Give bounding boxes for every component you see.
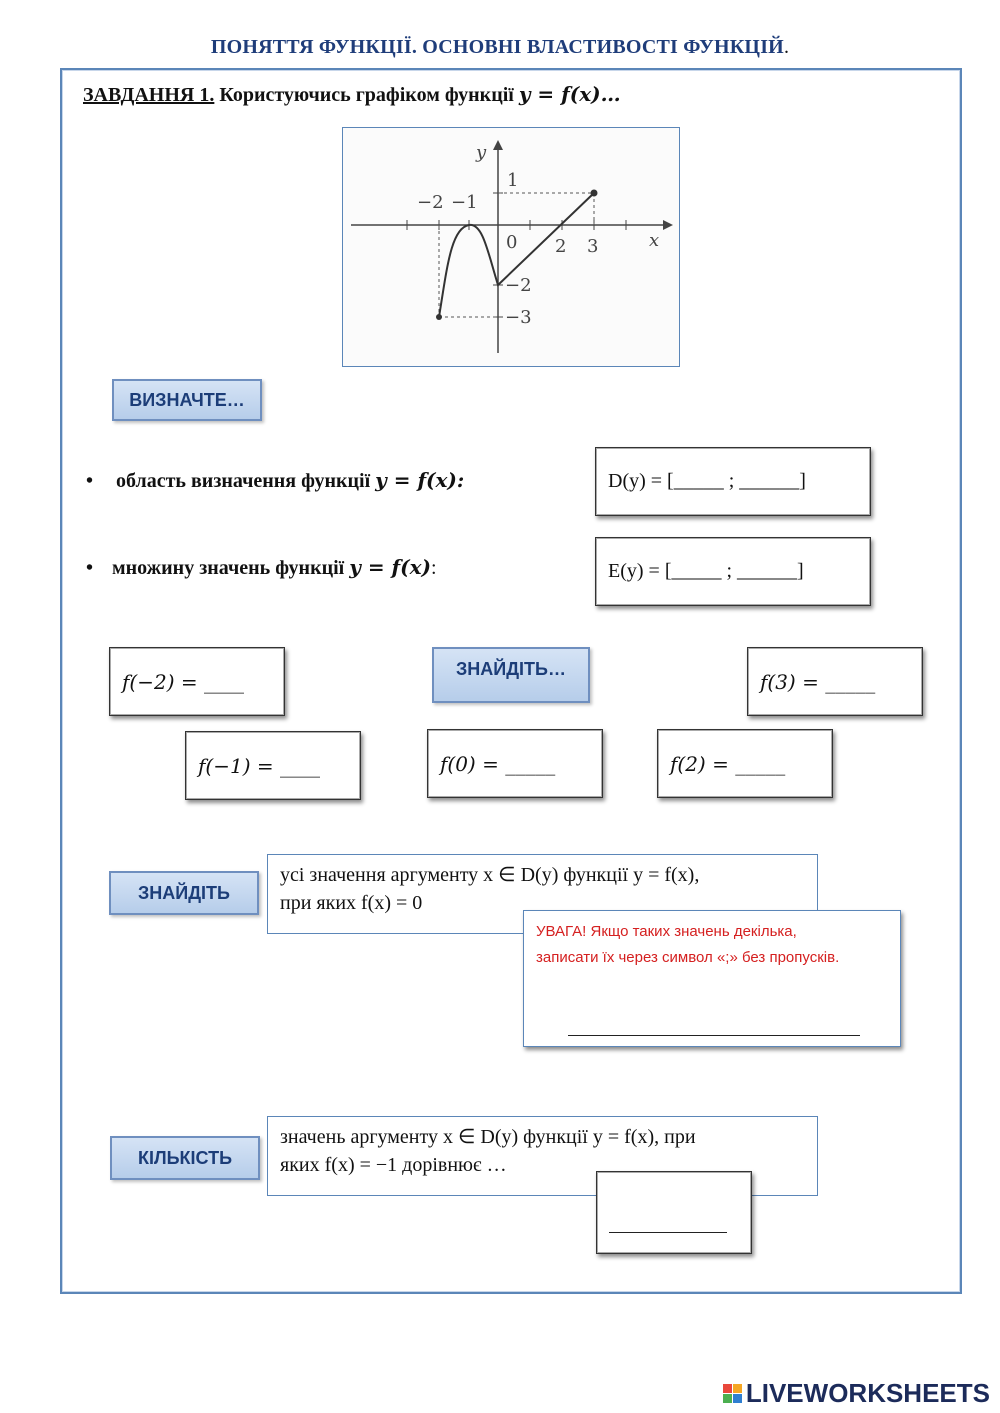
tick-label-zero: 0 bbox=[506, 232, 518, 253]
tick-label-y1: 1 bbox=[507, 170, 519, 191]
f-3-answer-box[interactable]: f(3) = _____ bbox=[747, 647, 923, 716]
tick-label-minus1: −1 bbox=[451, 192, 478, 213]
count-answer-box[interactable] bbox=[596, 1171, 752, 1254]
define-button: ВИЗНАЧТЕ… bbox=[112, 379, 262, 421]
find-button: ЗНАЙДІТЬ… bbox=[432, 647, 590, 703]
task-label: ЗАВДАННЯ 1. bbox=[83, 84, 215, 106]
tick-label-yminus3: −3 bbox=[505, 307, 532, 328]
tick-label-3: 3 bbox=[587, 236, 599, 257]
bullet-range: • множину значень функції y = f(x): bbox=[86, 555, 437, 579]
page-title: ПОНЯТТЯ ФУНКЦІЇ. ОСНОВНІ ВЛАСТИВОСТІ ФУНКЦІЙ. bbox=[210, 36, 790, 58]
find-zeros-button: ЗНАЙДІТЬ bbox=[109, 871, 259, 915]
zeros-question-line1: усі значення аргументу x ∈ D(y) функції y = f(x), bbox=[280, 864, 700, 886]
f-0-answer-box[interactable]: f(0) = _____ bbox=[427, 729, 603, 798]
domain-answer-box[interactable]: D(y) = [_____ ; ______] bbox=[595, 447, 871, 516]
bullet-domain: • область визначення функції y = f(x): bbox=[86, 468, 465, 492]
task-heading: ЗАВДАННЯ 1. Користуючись графіком функції y = f(x)… bbox=[83, 82, 621, 106]
liveworksheets-logo: LIVEWORKSHEETS bbox=[723, 1378, 990, 1409]
f-minus2-answer-box[interactable]: f(−2) = ____ bbox=[109, 647, 285, 716]
tick-label-minus2: −2 bbox=[417, 192, 444, 213]
endpoint-left bbox=[436, 314, 442, 320]
warning-line1: УВАГА! Якщо таких значень декілька, bbox=[536, 923, 797, 940]
graph-svg bbox=[343, 128, 679, 366]
x-axis-arrow bbox=[663, 220, 673, 230]
x-axis-label: x bbox=[649, 230, 660, 251]
zeros-answer-line bbox=[568, 1035, 860, 1036]
y-axis-label: y bbox=[476, 142, 487, 163]
function-graph bbox=[342, 127, 680, 367]
warning-line2: записати їх через символ «;» без пропусків. bbox=[536, 949, 840, 966]
range-answer-box[interactable]: E(y) = [_____ ; ______] bbox=[595, 537, 871, 606]
f-minus1-answer-box[interactable]: f(−1) = ____ bbox=[185, 731, 361, 800]
count-question-line2: яких f(x) = −1 дорівнює … bbox=[280, 1154, 507, 1176]
tick-label-2: 2 bbox=[555, 236, 567, 257]
zeros-question-line2: при яких f(x) = 0 bbox=[280, 892, 423, 914]
tick-label-yminus2: −2 bbox=[505, 275, 532, 296]
logo-icon bbox=[723, 1384, 742, 1403]
count-answer-line bbox=[609, 1232, 727, 1233]
endpoint-right bbox=[591, 190, 598, 197]
y-axis-arrow bbox=[493, 140, 503, 150]
zeros-answer-box[interactable] bbox=[523, 910, 901, 1047]
count-question-line1: значень аргументу x ∈ D(y) функції y = f(x), при bbox=[280, 1126, 696, 1148]
f-2-answer-box[interactable]: f(2) = _____ bbox=[657, 729, 833, 798]
count-button: КІЛЬКІСТЬ bbox=[110, 1136, 260, 1180]
